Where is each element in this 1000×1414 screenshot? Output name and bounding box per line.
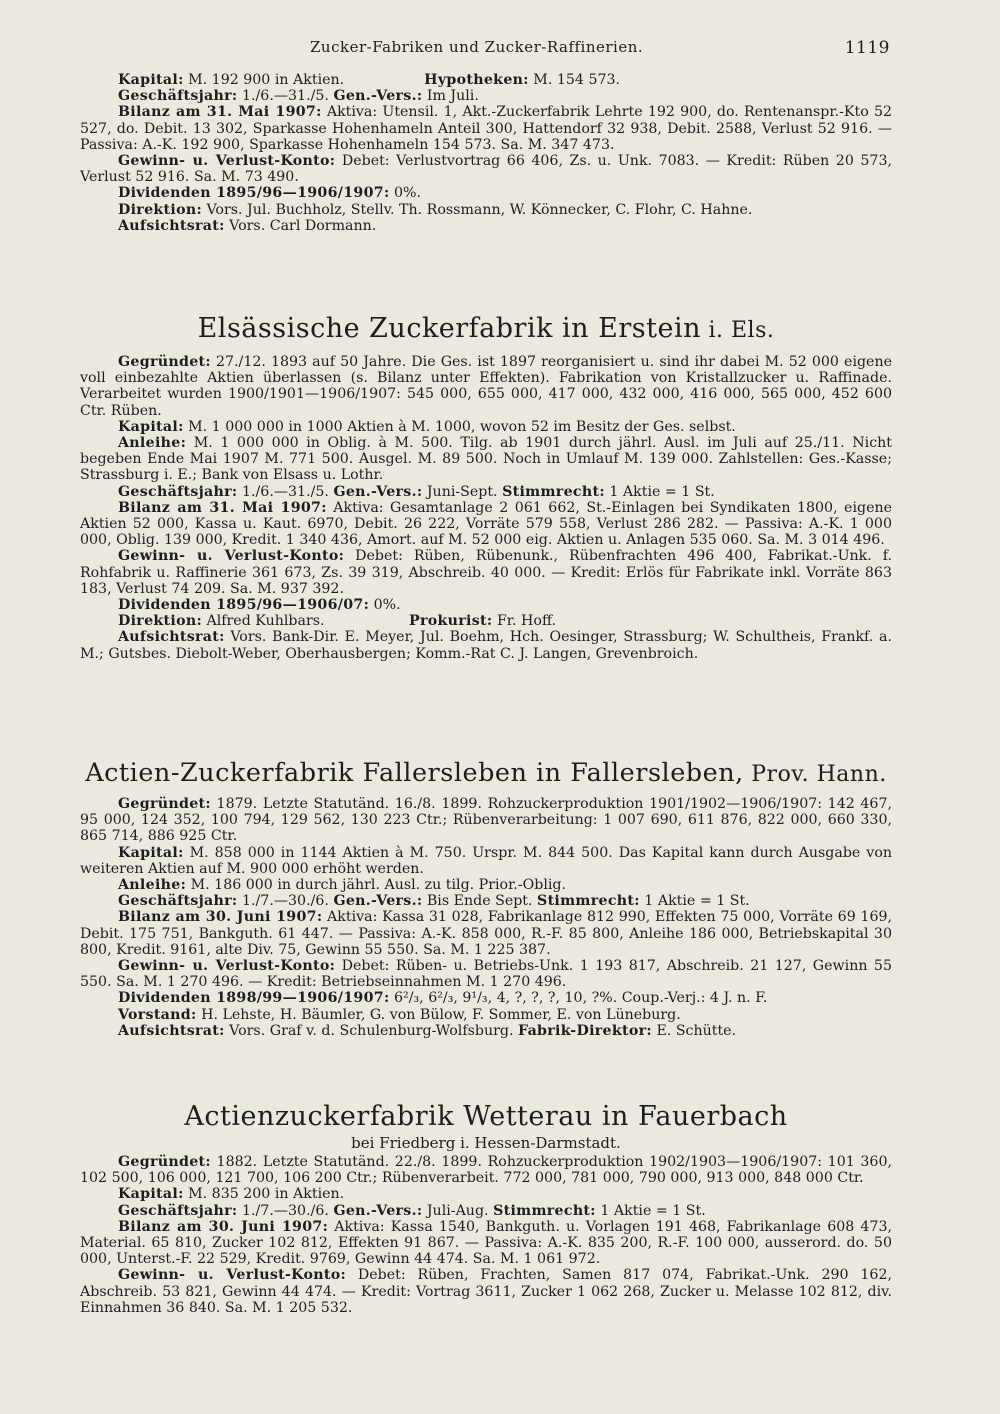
- section-heading: Actien-Zuckerfabrik Fallersleben in Fallersleben, Prov. Hann.: [85, 758, 887, 788]
- balance-paragraph: Bilanz am 30. Juni 1907: Aktiva: Kassa 1540, Bankguth. u. Vorlagen 191 468, Fabrikanlage 608 473, Material. 65 810, Zucker 102 812, Effekten 91 867. — Passiva: A.-K. 835 200, R.-F. 100 000, ausserord. do. 50 000, Unterst.-F. 22 529, Kredit. 9769, Gewinn 44 474. Sa. M. 1 061 972.: [80, 1218, 892, 1268]
- loan-paragraph: Anleihe: M. 1 000 000 in Oblig. à M. 500. Tilg. ab 1901 durch jährl. Ausl. im Juli auf 25./11. Nicht begeben Ende Mai 1907 M. 771 500. Ausgel. M. 89 500. Noch in Umlauf M. 139 000. Zahlstellen: Ges.-Kasse; Strassburg i. E.; Bank von Elsass u. Lothr.: [80, 435, 892, 484]
- dividends-line: Dividenden 1895/96—1906/07: 0%.: [118, 597, 401, 614]
- section-wetterau: [80, 1100, 892, 1316]
- loan-line: Anleihe: M. 186 000 in durch jährl. Ausl. zu tilg. Prior.-Oblig.: [118, 877, 566, 894]
- balance-paragraph: Bilanz am 31. Mai 1907: Aktiva: Gesamtanlage 2 061 662, St.-Einlagen bei Syndikaten 1800, eigene Aktien 52 000, Kassa u. Kaut. 6970, Debit. 26 222, Vorräte 579 558, Verlust 286 282. — Passiva: A.-K. 1 000 000, Oblig. 139 000, Kredit. 1 340 436, Amort. auf M. 52 000 eig. Aktien u. Anlagen 535 060. Sa. M. 3 014 496.: [80, 499, 892, 549]
- supervisory-board-paragraph: Aufsichtsrat: Vors. Bank-Dir. E. Meyer, Jul. Boehm, Hch. Oesinger, Strassburg; W. Schultheis, Frankf. a. M.; Gutsbes. Diebolt-Weber, Oberhausbergen; Komm.-Rat C. J. Langen, Grevenbroich.: [80, 629, 892, 662]
- supervisory-board-line: Aufsichtsrat: Vors. Carl Dormann.: [118, 217, 377, 234]
- capital-line: Kapital: M. 835 200 in Aktien.: [118, 1186, 345, 1203]
- fiscal-line: Geschäftsjahr: 1./7.—30./6. Gen.-Vers.: Juli-Aug. Stimmrecht: 1 Aktie = 1 St.: [118, 1202, 706, 1219]
- founded-paragraph: Gegründet: 1879. Letzte Statutänd. 16./8. 1899. Rohzuckerproduktion 1901/1902—1906/1907: 142 467, 95 000, 124 352, 100 794, 129 562, 130 223 Ctr.; Rübenverarbeitung: 1 007 690, 611 876, 822 000, 660 330, 865 714, 886 925 Ctr.: [80, 796, 892, 845]
- profit-loss-paragraph: Gewinn- u. Verlust-Konto: Debet: Rüben- u. Betriebs-Unk. 1 193 817, Abschreib. 21 127, Gewinn 55 550. Sa. M. 1 270 496. — Kredit: Betriebseinnahmen M. 1 270 496.: [80, 958, 892, 991]
- section-heading: Elsässische Zuckerfabrik in Erstein i. Els.: [197, 313, 775, 344]
- founded-paragraph: Gegründet: 1882. Letzte Statutänd. 22./8. 1899. Rohzuckerproduktion 1902/1903—1906/1907: 101 360, 102 500, 106 000, 121 700, 106 200 Ctr.; Rübenverarbeit. 772 000, 781 000, 790 000, 913 000, 848 000 Ctr.: [80, 1154, 892, 1187]
- profit-loss-paragraph: Gewinn- u. Verlust-Konto: Debet: Rüben, Rübenunk., Rübenfrachten 496 400, Fabrikat.-Unk. f. Rohfabrik u. Raffinerie 361 673, Zs. 39 319, Abschreib. 40 000. — Kredit: Erlös für Fabrikate inkl. Vorräte 863 183, Verlust 74 209. Sa. M. 937 392.: [80, 548, 892, 597]
- balance-paragraph: Bilanz am 31. Mai 1907: Aktiva: Utensil. 1, Akt.-Zuckerfabrik Lehrte 192 900, do. Rentenanspr.-Kto 52 527, do. Debit. 13 302, Sparkasse Hohenhameln Anteil 300, Hattendorf 32 938, Debit. 2588, Verlust 52 916. — Passiva: A.-K. 192 900, Sparkasse Hohenhameln 154 573. Sa. M. 347 473.: [80, 104, 893, 153]
- section-fallersleben: [80, 756, 892, 1039]
- running-title: Zucker-Fabriken und Zucker-Raffinerien.: [310, 38, 644, 56]
- founded-paragraph: Gegründet: 27./12. 1893 auf 50 Jahre. Die Ges. ist 1897 reorganisiert u. sind ihr dabei M. 52 000 eigene voll einbezahlte Aktien überlassen (s. Bilanz unter Effekten). Fabrikation von Kristallzucker u. Raffinade. Verarbeitet wurden 1900/1901—1906/1907: 545 000, 655 000, 417 000, 432 000, 416 000, 565 000, 452 600 Ctr. Rüben.: [80, 354, 892, 419]
- profit-loss-paragraph: Gewinn- u. Verlust-Konto: Debet: Verlustvortrag 66 406, Zs. u. Unk. 7083. — Kredit: Rüben 20 573, Verlust 52 916. Sa. M. 73 490.: [80, 153, 892, 186]
- dividends-line: Dividenden 1895/96—1906/1907: 0%.: [118, 185, 422, 202]
- dividends-line: Dividenden 1898/99—1906/1907: 6²/₃, 6²/₃, 9¹/₃, 4, ?, ?, ?, 10, ?%. Coup.-Verj.: 4 J. n. F.: [118, 990, 768, 1007]
- capital-line: Kapital: M. 1 000 000 in 1000 Aktien à M. 1000, wovon 52 im Besitz der Ges. selbst.: [118, 418, 736, 435]
- balance-paragraph: Bilanz am 30. Juni 1907: Aktiva: Kassa 31 028, Fabrikanlage 812 990, Effekten 75 000, Vorräte 69 169, Debit. 175 751, Bankguth. 61 447. — Passiva: A.-K. 858 000, R.-F. 85 800, Anleihe 186 000, Betriebskapital 30 800, Kredit. 9161, alte Div. 75, Gewinn 55 550. Sa. M. 1 225 387.: [80, 909, 893, 958]
- fiscal-line: Geschäftsjahr: 1./6.—31./5. Gen.-Vers.: Juni-Sept. Stimmrecht: 1 Aktie = 1 St.: [118, 483, 715, 500]
- supervisory-board-line: Aufsichtsrat: Vors. Graf v. d. Schulenburg-Wolfsburg. Fabrik-Direktor: E. Schütte.: [118, 1022, 737, 1039]
- fiscal-line: Geschäftsjahr: 1./7.—30./6. Gen.-Vers.: Bis Ende Sept. Stimmrecht: 1 Aktie = 1 St.: [118, 893, 750, 910]
- capital-line: Kapital: M. 192 900 in Aktien. Hypotheken: M. 154 573.: [118, 72, 621, 88]
- profit-loss-paragraph: Gewinn- u. Verlust-Konto: Debet: Rüben, Frachten, Samen 817 074, Fabrikat.-Unk. 290 162, Abschreib. 53 821, Gewinn 44 474. — Kredit: Vortrag 3611, Zucker 1 062 268, Zucker u. Melasse 102 812, div. Einnahmen 36 840. Sa. M. 1 205 532.: [80, 1267, 892, 1316]
- section-heading: Actienzuckerfabrik Wetterau in Fauerbach: [184, 1101, 788, 1132]
- capital-paragraph: Kapital: M. 858 000 in 1144 Aktien à M. 750. Urspr. M. 844 500. Das Kapital kann durch Ausgabe von weiteren Aktien auf M. 900 000 erhöht werden.: [80, 844, 892, 877]
- section-erstein: [80, 312, 892, 662]
- section-continuation: [80, 72, 892, 234]
- fiscal-line: Geschäftsjahr: 1./6.—31./5. Gen.-Vers.: Im Juli.: [118, 88, 479, 105]
- board-line: Vorstand: H. Lehste, H. Bäumler, G. von Bülow, F. Sommer, E. von Lüneburg.: [118, 1006, 681, 1023]
- section-subtitle: bei Friedberg i. Hessen-Darmstadt.: [351, 1134, 621, 1152]
- page-number: 1119: [844, 38, 890, 58]
- directors-line: Direktion: Vors. Jul. Buchholz, Stellv. Th. Rossmann, W. Könnecker, C. Flohr, C. Hahne.: [118, 201, 753, 218]
- directors-line: Direktion: Alfred Kuhlbars. Prokurist: Fr. Hoff.: [118, 613, 557, 630]
